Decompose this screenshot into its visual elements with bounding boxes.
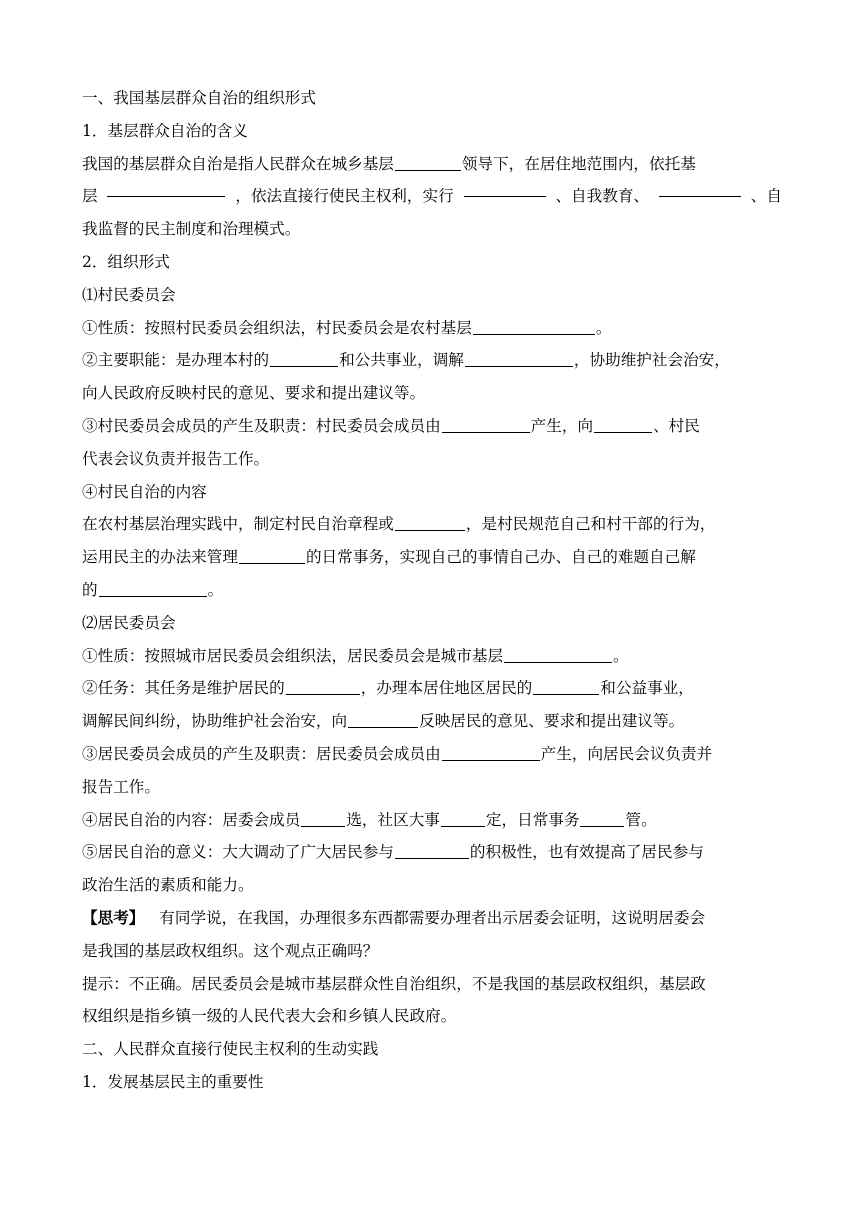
fill-blank[interactable]: [442, 416, 530, 433]
heading-2-1: 1．发展基层民主的重要性: [82, 1072, 264, 1091]
fill-blank[interactable]: [107, 180, 225, 197]
subheading-resident: ⑵居民委员会: [82, 613, 176, 632]
fill-blank[interactable]: [659, 180, 741, 197]
paragraph-line: [82, 738, 782, 771]
fill-blank[interactable]: [348, 711, 418, 728]
fill-blank[interactable]: [239, 547, 305, 564]
fill-blank[interactable]: [465, 350, 573, 367]
paragraph-line: 报告工作。: [82, 777, 160, 796]
fill-blank[interactable]: [441, 810, 485, 827]
subheading-village: ⑴村民委员会: [82, 285, 176, 304]
text: 、自: [750, 187, 782, 206]
fill-blank[interactable]: [99, 580, 207, 597]
text: 层: [82, 187, 98, 206]
text: ③村民委员会成员的产生及职责：村民委员会成员由 产生，向 、村民: [82, 416, 700, 435]
text: ②主要职能：是办理本村的 和公共事业，调解 ，协助维护社会治安，: [82, 351, 730, 370]
paragraph-line: 向人民政府反映村民的意见、要求和提出建议等。: [82, 384, 426, 403]
subheading-village-content: ④村民自治的内容: [82, 482, 207, 501]
fill-blank[interactable]: [395, 154, 461, 171]
think-question-line: [82, 902, 782, 935]
text: ③居民委员会成员的产生及职责：居民委员会成员由 产生，向居民会议负责并: [82, 744, 713, 763]
text: ⑤居民自治的意义：大大调动了广大居民参与 的积极性，也有效提高了居民参与: [82, 843, 704, 862]
paragraph-line: 我监督的民主制度和治理模式。: [82, 220, 301, 239]
fill-blank[interactable]: [270, 350, 338, 367]
text: ，依法直接行使民主权利，实行: [235, 187, 454, 206]
paragraph-line: [82, 180, 782, 213]
fill-blank[interactable]: [504, 646, 612, 663]
think-question-line: 是我国的基层政权组织。这个观点正确吗？: [82, 941, 379, 960]
fill-blank[interactable]: [533, 678, 599, 695]
paragraph-line: [82, 410, 782, 443]
paragraph-line: ①性质：按照城市居民委员会组织法，居民委员会是城市基层 。: [82, 646, 629, 665]
think-label: 【思考】: [82, 907, 145, 927]
paragraph-line: [82, 541, 782, 574]
paragraph-line: 调解民间纠纷，协助维护社会治安，向 反映居民的意见、要求和提出建议等。: [82, 712, 685, 731]
section-1-title: 一、我国基层群众自治的组织形式: [82, 89, 316, 107]
fill-blank[interactable]: [442, 744, 540, 761]
paragraph-line: 的 。: [82, 580, 224, 599]
think-answer-line: 权组织是指乡镇一级的人民代表大会和乡镇人民政府。: [82, 1007, 457, 1026]
paragraph-line: 政治生活的素质和能力。: [82, 876, 254, 895]
paragraph-line: [82, 836, 782, 869]
think-question: 有同学说，在我国，办理很多东西都需要办理者出示居委会证明，这说明居委会: [159, 908, 706, 927]
fill-blank[interactable]: [464, 180, 546, 197]
fill-blank[interactable]: [580, 810, 624, 827]
heading-1-2: 2．组织形式: [82, 252, 170, 271]
fill-blank[interactable]: [395, 842, 469, 859]
fill-blank[interactable]: [594, 416, 652, 433]
heading-1-1: 1．基层群众自治的含义: [82, 121, 248, 140]
text: 、自我教育、: [555, 187, 650, 206]
paragraph-line: [82, 148, 782, 181]
fill-blank[interactable]: [301, 810, 345, 827]
text: 在农村基层治理实践中，制定村民自治章程或 ，是村民规范自己和村干部的行为，: [82, 515, 716, 534]
paragraph-line: ④居民自治的内容：居委会成员 选，社区大事 定，日常事务 管。: [82, 810, 657, 829]
document-page: [82, 82, 782, 1099]
fill-blank[interactable]: [286, 678, 360, 695]
paragraph-line: [82, 672, 782, 705]
fill-blank[interactable]: [395, 514, 465, 531]
text: ②任务：其任务是维护居民的 ，办理本居住地区居民的 和公益事业，: [82, 679, 694, 698]
think-answer-line: 提示：不正确。居民委员会是城市基层群众性自治组织，不是我国的基层政权组织，基层政: [82, 974, 706, 993]
paragraph-line: ①性质：按照村民委员会组织法，村民委员会是农村基层 。: [82, 318, 612, 337]
text: 运用民主的办法来管理 的日常事务，实现自己的事情自己办、自己的难题自己解: [82, 548, 696, 567]
text: 我国的基层群众自治是指人民群众在城乡基层 领导下，在居住地范围内，依托基: [82, 154, 696, 173]
paragraph-line: [82, 344, 782, 377]
fill-blank[interactable]: [473, 318, 595, 335]
paragraph-line: [82, 508, 782, 541]
paragraph-line: 代表会议负责并报告工作。: [82, 449, 270, 468]
section-2-title: 二、人民群众直接行使民主权利的生动实践: [82, 1040, 379, 1059]
